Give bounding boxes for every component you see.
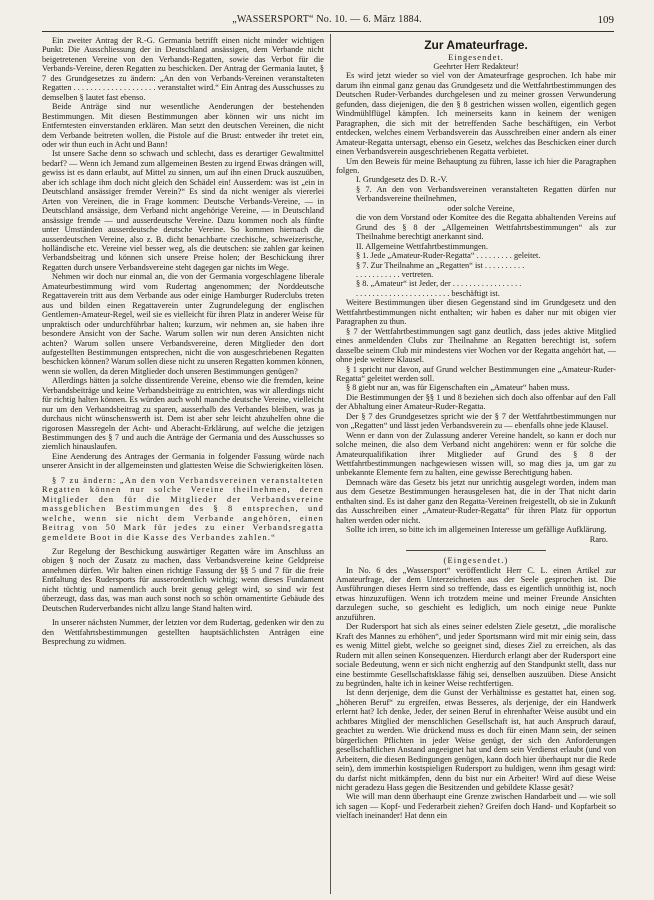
right-column — [336, 36, 616, 894]
article-title: Zur Amateurfrage. — [424, 38, 528, 52]
paragraph: Sollte ich irren, so bitte ich im allgemeinen Interesse um gefällige Aufklärung. — [346, 525, 607, 535]
paragraph: Zur Regelung der Beschickung auswärtiger Regatten wäre im Anschluss an obigen § noch der Zusatz zu machen, dass Verbandsvereine keine Geldpreise annehmen dürfen. Wir halten einen richtige Fassung der §§ 5 und 7 für die freie Entfaltung des Rudersports für ausserordentlich wichtig; wenn dieses Fundament nicht tüchtig und namentlich auch breit genug gelegt wird, so sind wir fest überzeugt, dass das, was man auch sonst noch so schön ornamentirte Gebäude des Deutschen Ruderverbandes nicht allzu lange Stand halten wird. — [42, 547, 324, 613]
paragraph: Es wird jetzt wieder so viel von der Amateurfrage gesprochen. Ich habe mir darum ihn einmal ganz genau das Grundgesetz und die Wettfahrtbestimmungen des Deutschen Ruder-Verbandes durchgelesen und zu meiner grossen Verwunderung gefunden, dass diejenigen, die den § 8 gestrichen wissen wollen, eigentlich gegen Windmühlflügel kämpfen. Ich meinerseits kann in keinem der wenigen Paragraphen, die sich mit der betreffenden Sache beschäftigen, ein Verbot entdecken, welches einem Verbandsverein das Ausschreiben einer andern als einer Amateur-Regatta untersagt, ebenso ein Gesetz, welches das Beschicken einer durch einen Verbandsverein ausgeschriebenen Regatta verbietet. — [336, 71, 616, 157]
paragraph: Nehmen wir doch nur einmal an, die von der Germania vorgeschlagene liberale Amateurbestimmung wird vom Rudertag angenommen; der Norddeutsche Regattaverein tritt aus dem Verbande aus oder einige Hamburger Ruderclubs treten aus und bilden einen Regattaverein unter Zugrundelegung der englischen Gentlemen-Amateur-Regel, weil sie es vielleicht für ihren Platz in anderer Weise für unpraktisch oder undurchführbar halten; kurzum, wir nehmen an, sie haben ihre besondere Ansicht von der Sache. Warum sollen wir nun deren Ansichten nicht achten? Warum sollen unsere Verbandsvereine, deren Mitglieder den dort aufgestellten Bestimmungen entsprechen, nicht die von ausgeschriebenen Regatten beschicken können? Warum sollen diese nicht zu unseren Regatten kommen können, wenn sie wollen, da deren Mitglieder doch unseren Bestimmungen genügen? — [42, 272, 324, 376]
paragraph: § 8 giebt nur an, was für Eigenschaften ein „Amateur“ haben muss. — [346, 383, 570, 393]
law-clause: oder solche Vereine, — [447, 203, 515, 213]
paragraph: Wie will man denn überhaupt eine Grenze zwischen Handarbeit und — wie soll ich sagen — Kopf- und Federarbeit ziehen? Greifen doch Hand- und Kopfarbeit so vielfach ineinander! Hat denn ein — [336, 792, 616, 821]
section-separator — [406, 550, 546, 551]
law-clause: § 8. „Amateur“ ist Jeder, der . . . . . . . . . . . . . . . . . — [356, 279, 522, 289]
paragraph: In unserer nächsten Nummer, der letzten vor dem Rudertag, gedenken wir den zu den Wettfahrtsbestimmungen gestellten hauptsächlichsten Anträgen eine Besprechung zu widmen. — [42, 618, 324, 647]
law-heading: II. Allgemeine Wettfahrtbestimmungen. — [356, 241, 488, 251]
law-heading: I. Grundgesetz des D. R.-V. — [356, 175, 448, 185]
paragraph: Demnach wäre das Gesetz bis jetzt nur unrichtig ausgelegt worden, indem man aus dem Gesetze Bestimmungen herausgelesen hat, die in der That nicht darin enthalten sind. Es ist daher ganz den Regatta-Vereinen freigestellt, ob sie in Zukunft das Ausschreiben einer „Amateur-Ruder-Regatta“ für ihren Platz für opportun halten werden oder nicht. — [336, 477, 616, 525]
paragraph: Eine Aenderung des Antrages der Germania in folgender Fassung würde nach unserer Ansicht in der allgemeinsten und glattesten Weise die Schwierigkeiten lösen. — [42, 451, 324, 471]
paragraph: Der § 7 des Grundgesetzes spricht wie der § 7 der Wettfahrtbestimmungen nur von „Regatten“ und lässt jeden Verbandsverein zu — ebenfalls ohne jede Klausel. — [336, 411, 616, 431]
running-header — [40, 14, 614, 28]
paragraph: In No. 6 des „Wassersport“ veröffentlicht Herr C. L. einen Artikel zur Amateurfrage, der dem Unterzeichneten aus der Seele gesprochen ist. Die Ausführungen dieses Herrn sind so treffende, dass es eigentlich unnöthig ist, noch etwas hinzuzufügen. Wenn ich trotzdem meine und meiner Freunde Ansichten darzulegen suche, so geschieht es lediglich, um noch einige neue Punkte anzuführen. — [336, 565, 616, 622]
paragraph: § 7 der Wettfahrtbestimmungen sagt ganz deutlich, dass jedes aktive Mitglied eines anmeldenden Clubs zur Theilnahme an Regatten berechtigt ist, sofern dasselbe seinem Club mir mindestens vier Wochen vor der Regatta angehört hat, — ohne jede weitere Klausel. — [336, 326, 616, 365]
law-clause: die von dem Vorstand oder Komitee des die Regatta abhaltenden Vereins auf Grund des § 8 der „Allgemeinen Wettfahrtsbestimmungen“ als zur Theilnahme berechtigt anerkannt sind. — [356, 213, 616, 242]
column-divider — [330, 34, 331, 894]
header-rule — [42, 31, 614, 32]
paragraph: Ein zweiter Antrag der R.-G. Germania betrifft einen nicht minder wichtigen Punkt: Die Ausschliessung der in Deutschland ansässigen, dem Verbande nicht beigetretenen Vereine von den Verbands-Regatten, sowie das Verbot für die Verbands-Vereine, deren Regatten zu beschicken. Der Antrag der Germania lautet, § 7 des Grundgesetzes zu ändern: „An den von Verbands-Vereinen veranstalteten Regatten . . . . . . . . . . . . . . . . . . . . veranstaltet wird.“ Ein Antrag des Ausschusses zu demselben § lautet fast ebenso. — [42, 36, 324, 102]
law-clause: § 1. Jede „Amateur-Ruder-Regatta“ . . . . . . . . . geleitet. — [356, 251, 541, 261]
signature: Raro. — [589, 534, 608, 544]
law-clause: § 7. Zur Theilnahme an „Regatten“ ist . . . . . . . . . . — [356, 260, 525, 270]
paragraph: Ist unsere Sache denn so schwach und schlecht, dass es derartiger Gewaltmittel bedarf? — Wenn ich Jemand zum allgemeinen Besten zu irgend Etwas drängen will, gewiss ist es dann erlaubt, auf Mittel zu sinnen, um auf ihn einen Druck auszuüben, aber ich schlage ihm doch nicht gleich den Schädel ein! Ausserdem: was ist „ein in Deutschland ansässiger fremder Verein?“ Es sind da nicht weniger als viererlei Arten von Vereinen, die in Frage kommen: Deutsche Verbands-Vereine, — in Deutschland ansässige, dem Verband nicht angehörige Vereine, — in Deutschland ansässige fremde — und ausserdeutsche Vereine. Dazu kommen noch als fünfte unter Umständen ausserdeutsche deutsche Vereine. So kommen hiernach die ausserdeutschen Vereine, also z. B. dicht benachbarte czechische, schweizerische, holländische etc. Vereine viel besser weg, als die deutschen: sie zahlen gar keinen Verbandsbeitrag und können sich unsere Preise holen; der Beschickung ihrer Regatten durch unsere Verbandsvereine steht dagegen gar nichts im Wege. — [42, 149, 324, 272]
paragraph: Wenn er dann von der Zulassung anderer Vereine handelt, so kann er doch nur solche meinen, die also dem Verband nicht angehören: wenn er für solche die Amateurqualifikation ihrer Mitglieder auf Grund des § 8 der Wettfahrtbestimmungen nachgewiesen wissen will, so mag dies ja, um gar zu unbekannte Elemente fern zu halten, eine gewisse Berechtigung haben. — [336, 430, 616, 478]
second-article-heading: (Eingesendet.) — [443, 556, 509, 566]
paragraph: Der Rudersport hat sich als eines seiner edelsten Ziele gesetzt, „die moralische Kraft des Mannes zu erhöhen“, und jeder Sportsmann wird mit mir einig sein, dass es wenig Mittel giebt, welche so geeignet sind, dieses Ziel zu erreichen, als das Rudern mit allen seinen Konsequenzen. Hierdurch erlangt aber der Rudersport eine sociale Bedeutung, wenn er sich nicht engherzig auf den Standpunkt stellt, dass nur eine bestimmte Gesellschaftsklasse fähig sei, denselben auszuüben. Diese Ansicht zu begründen, halte ich in keiner Weise rechtfertigen. — [336, 622, 616, 688]
salutation: Geehrter Herr Redakteur! — [433, 62, 519, 71]
paragraph: Die Bestimmungen der §§ 1 und 8 beziehen sich doch also offenbar auf den Fall der Abhaltung einer Amateur-Ruder-Regatta. — [336, 392, 616, 412]
article-subtitle: Eingesendet. — [448, 52, 504, 62]
paragraph: § 1 spricht nur davon, auf Grund welcher Bestimmungen eine „Amateur-Ruder-Regatta“ geleitet werden soll. — [336, 364, 616, 383]
page-number: 109 — [597, 14, 614, 26]
paragraph: Beide Anträge sind nur wesentliche Aenderungen der bestehenden Bestimmungen. Mit diesen Bestimmungen aber können wir uns nicht im Entferntesten einverstanden erklären. Man setzt den deutschen Vereinen, die nicht dem Verbande beitreten wollen, die Pistole auf die Brust: entweder ihr tretet ein, oder wir thun euch in Acht und Bann! — [42, 102, 324, 149]
law-clause: § 7. An den von Verbandsvereinen veranstalteten Regatten dürfen nur Verbandsvereine theilnehmen, — [356, 184, 616, 204]
left-column — [42, 36, 324, 894]
paragraph: Allerdings hätten ja solche dissentirende Vereine, ebenso wie die fremden, keine Verbandsbeiträge und keine Verbandsbeiträge zu entrichten, was wir allerdings nicht für richtig halten können. Es würden auch wohl manche deutsche Vereine, vielleicht nur um den Verbandsbeitrag zu sparen, ausserhalb des Verbandes bleiben, was ja durchaus nicht wünschenswerth ist. Dem ist aber sehr leicht abzuhelfen ohne die rigorosen Massregeln der Acht- und Aberacht-Erklärung, auf welche die jetzigen Bestimmungen des § 7 und auch die Anträge der Germania und des Ausschusses so ziemlich hinauslaufen. — [42, 376, 324, 452]
paragraph: Ist denn derjenige, dem die Gunst der Verhältnisse es gestattet hat, einen sog. „höheren Beruf“ zu ergreifen, etwas Besseres, als derjenige, der ein Handwerk erlernt hat? Ich denke, Jeder, der seinen Beruf in ehrenhafter Weise ausübt und ein achtbares Mitglied der menschlichen Gesellschaft ist, hat auch Anspruch darauf, geachtet zu werden. Wie drückend muss es doch für einen Mann sein, der seinen bürgerlichen Pflichten in jeder Weise genügt, der sich den Anforderungen gesellschaftlichen Anstand angeeignet hat und dem sein Verdienst erlaubt (und von Arbeitern, die diesen Bedingungen genügen, kann doch hier überhaupt nur die Rede sein), dem immerhin kostspieligen Rudersport zu huldigen, wenn ihm gesagt wird: du darfst nicht mitkämpfen, denn du bist nur ein Arbeiter! Wird auf diese Weise nicht geradezu Hass gegen die Besitzenden und gebildete Klasse gesät? — [336, 688, 616, 792]
law-clause: . . . . . . . . . . . vertreten. — [356, 269, 434, 279]
paragraph: Um den Beweis für meine Behauptung zu führen, lasse ich hier die Paragraphen folgen. — [336, 156, 616, 175]
paragraph: Weitere Bestimmungen über diesen Gegenstand sind im Grundgesetz und den Wettfahrtbestimmungen nicht enthalten; wir haben es daher nur mit obigen vier Paragraphen zu thun. — [336, 298, 616, 327]
proposed-amendment: § 7 zu ändern: „An den von Verbandsvereinen veranstalteten Regatten können nur solche Vereine theilnehmen, deren Mitglieder den für die Mitglieder der Verbandsvereine massgeblichen Bestimmungen des § 8 entsprechen, und welche, wenn sie nicht dem Verbande angehören, einen Beitrag von 50 Mark für jedes zu einer Verbandsregatta gemeldete Boot in die Kasse des Verbandes zahlen.“ — [42, 475, 324, 542]
running-title: „WASSERSPORT“ No. 10. — 6. März 1884. — [232, 14, 422, 25]
law-clause: . . . . . . . . . . . . . . . . . . . . . . . beschäftigt ist. — [356, 288, 500, 298]
